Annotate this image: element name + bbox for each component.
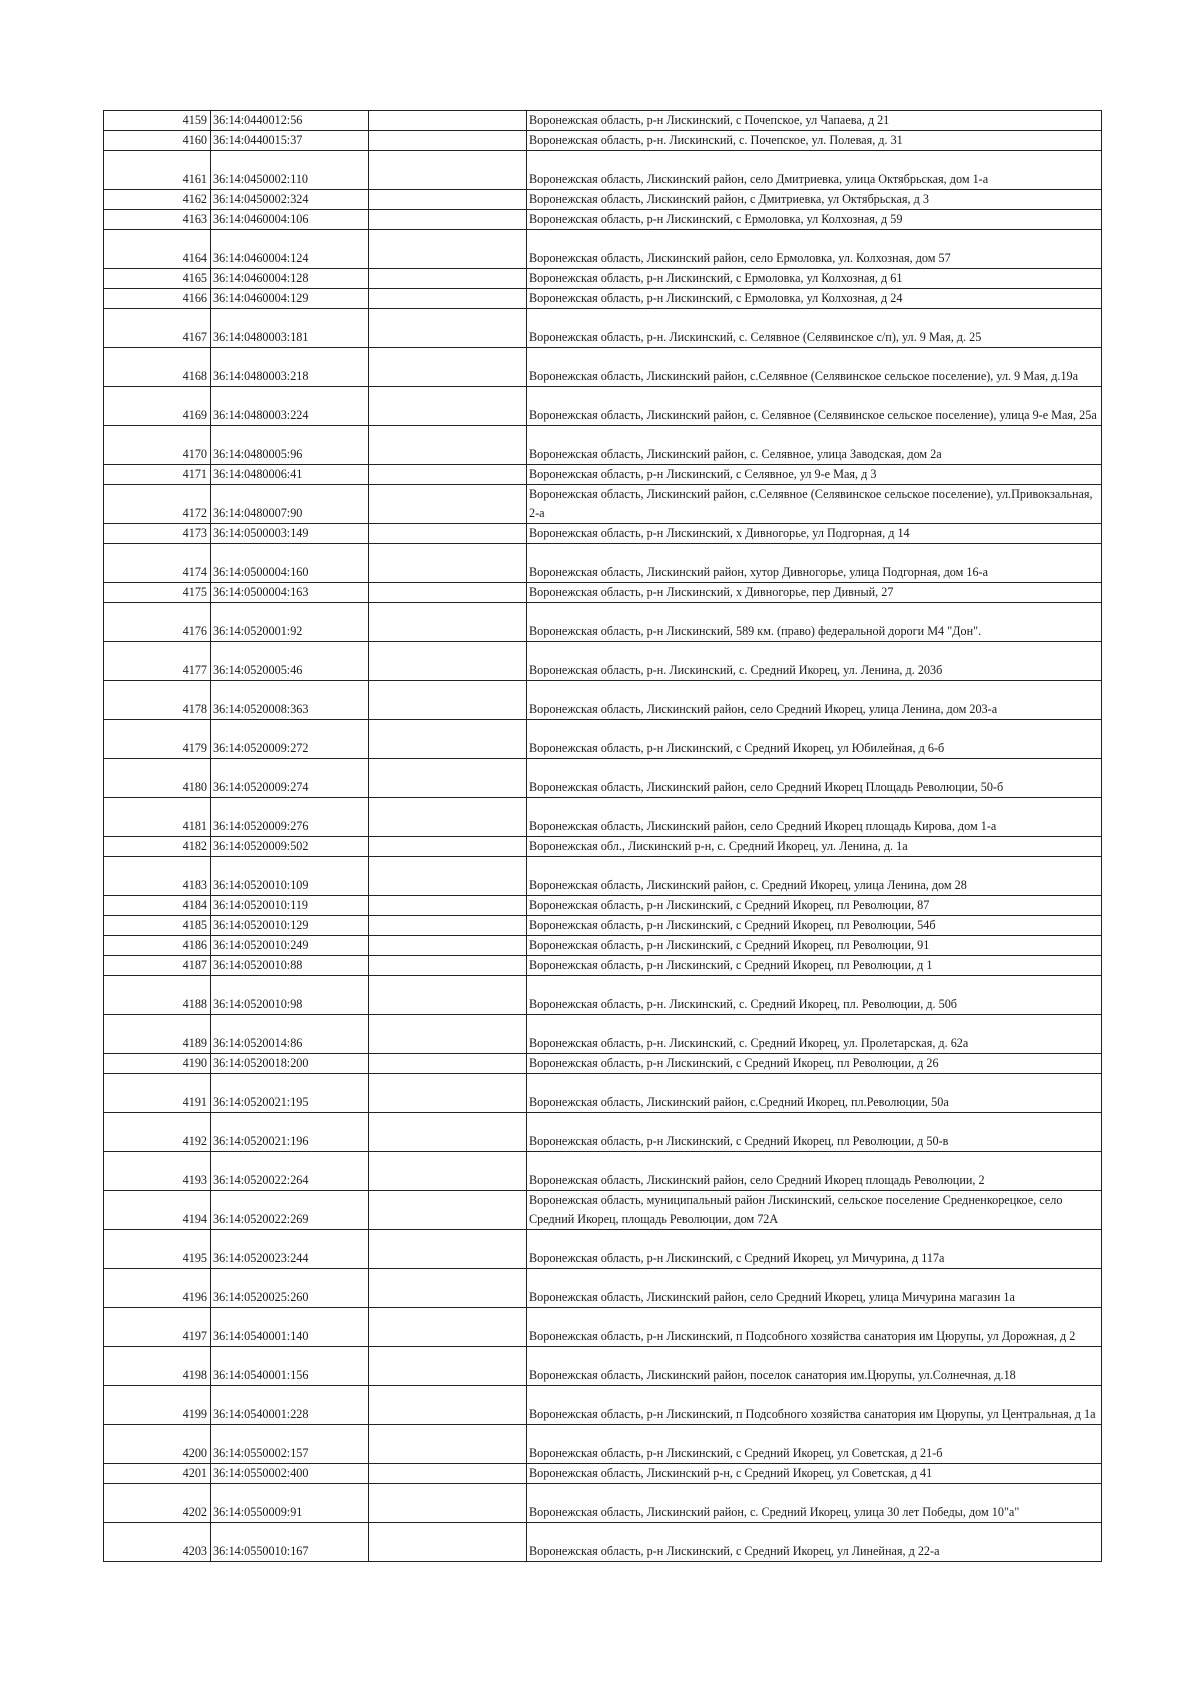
- address-cell: Воронежская область, Лискинский р-н, с Средний Икорец, ул Советская, д 41: [527, 1464, 1102, 1484]
- empty-cell: [369, 976, 527, 1015]
- address-cell: Воронежская область, р-н Лискинский, с Средний Икорец, пл Революции, д 26: [527, 1054, 1102, 1074]
- row-number: 4202: [104, 1484, 211, 1523]
- address-cell: Воронежская область, Лискинский район, село Средний Икорец площадь Кирова, дом 1-а: [527, 798, 1102, 837]
- table-row: [104, 1484, 1102, 1523]
- address-cell: Воронежская область, р-н Лискинский, с Средний Икорец, пл Революции, 54б: [527, 916, 1102, 936]
- row-number: 4188: [104, 976, 211, 1015]
- cadastral-number: 36:14:0520010:249: [211, 936, 369, 956]
- address-cell: Воронежская область, р-н Лискинский, с Селявное, ул 9-е Мая, д 3: [527, 465, 1102, 485]
- empty-cell: [369, 1464, 527, 1484]
- records-table: [103, 110, 1102, 1562]
- address-cell: Воронежская область, Лискинский район, с. Средний Икорец, улица 30 лет Победы, дом 10"а": [527, 1484, 1102, 1523]
- empty-cell: [369, 1425, 527, 1464]
- address-cell: Воронежская область, Лискинский район, с.Селявное (Селявинское сельское поселение), ул. 9 Мая, д.19а: [527, 348, 1102, 387]
- empty-cell: [369, 681, 527, 720]
- row-number: 4164: [104, 230, 211, 269]
- table-row: [104, 956, 1102, 976]
- empty-cell: [369, 642, 527, 681]
- table-row: [104, 1464, 1102, 1484]
- address-cell: Воронежская область, р-н Лискинский, с Средний Икорец, ул Мичурина, д 117а: [527, 1230, 1102, 1269]
- address-cell: Воронежская область, р-н Лискинский, х Дивногорье, пер Дивный, 27: [527, 583, 1102, 603]
- table-row: [104, 1347, 1102, 1386]
- empty-cell: [369, 720, 527, 759]
- table-row: [104, 1425, 1102, 1464]
- table-row: [104, 896, 1102, 916]
- empty-cell: [369, 1230, 527, 1269]
- table-row: [104, 720, 1102, 759]
- cadastral-number: 36:14:0540001:140: [211, 1308, 369, 1347]
- row-number: 4182: [104, 837, 211, 857]
- table-row: [104, 309, 1102, 348]
- table-row: [104, 936, 1102, 956]
- empty-cell: [369, 583, 527, 603]
- table-row: [104, 1230, 1102, 1269]
- address-cell: Воронежская область, Лискинский район, село Дмитриевка, улица Октябрьская, дом 1-а: [527, 151, 1102, 190]
- row-number: 4163: [104, 210, 211, 230]
- empty-cell: [369, 1484, 527, 1523]
- empty-cell: [369, 1015, 527, 1054]
- row-number: 4184: [104, 896, 211, 916]
- row-number: 4180: [104, 759, 211, 798]
- empty-cell: [369, 1152, 527, 1191]
- empty-cell: [369, 1054, 527, 1074]
- address-cell: Воронежская область, р-н Лискинский, п Подсобного хозяйства санатория им Цюрупы, ул Центральная, д 1а: [527, 1386, 1102, 1425]
- cadastral-number: 36:14:0550002:157: [211, 1425, 369, 1464]
- empty-cell: [369, 230, 527, 269]
- address-cell: Воронежская область, Лискинский район, село Средний Икорец, улица Ленина, дом 203-а: [527, 681, 1102, 720]
- address-cell: Воронежская область, Лискинский район, с. Средний Икорец, улица Ленина, дом 28: [527, 857, 1102, 896]
- empty-cell: [369, 309, 527, 348]
- cadastral-number: 36:14:0520018:200: [211, 1054, 369, 1074]
- cadastral-number: 36:14:0460004:106: [211, 210, 369, 230]
- empty-cell: [369, 1074, 527, 1113]
- address-cell: Воронежская область, р-н Лискинский, с Средний Икорец, пл Революции, д 50-в: [527, 1113, 1102, 1152]
- cadastral-number: 36:14:0480006:41: [211, 465, 369, 485]
- row-number: 4194: [104, 1191, 211, 1230]
- cadastral-number: 36:14:0460004:129: [211, 289, 369, 309]
- table-row: [104, 798, 1102, 837]
- address-cell: Воронежская область, р-н. Лискинский, с. Почепское, ул. Полевая, д. 31: [527, 131, 1102, 151]
- row-number: 4166: [104, 289, 211, 309]
- table-row: [104, 190, 1102, 210]
- address-cell: Воронежская область, р-н. Лискинский, с. Селявное (Селявинское с/п), ул. 9 Мая, д. 25: [527, 309, 1102, 348]
- table-row: [104, 1152, 1102, 1191]
- empty-cell: [369, 544, 527, 583]
- table-row: [104, 111, 1102, 131]
- address-cell: Воронежская область, р-н Лискинский, с Средний Икорец, ул Юбилейная, д 6-б: [527, 720, 1102, 759]
- cadastral-number: 36:14:0450002:110: [211, 151, 369, 190]
- row-number: 4159: [104, 111, 211, 131]
- empty-cell: [369, 837, 527, 857]
- table-row: [104, 485, 1102, 524]
- cadastral-number: 36:14:0460004:128: [211, 269, 369, 289]
- cadastral-number: 36:14:0460004:124: [211, 230, 369, 269]
- row-number: 4200: [104, 1425, 211, 1464]
- cadastral-number: 36:14:0520008:363: [211, 681, 369, 720]
- empty-cell: [369, 916, 527, 936]
- cadastral-number: 36:14:0550009:91: [211, 1484, 369, 1523]
- cadastral-number: 36:14:0520009:502: [211, 837, 369, 857]
- table-row: [104, 426, 1102, 465]
- row-number: 4195: [104, 1230, 211, 1269]
- row-number: 4162: [104, 190, 211, 210]
- table-row: [104, 210, 1102, 230]
- empty-cell: [369, 1191, 527, 1230]
- empty-cell: [369, 426, 527, 465]
- row-number: 4190: [104, 1054, 211, 1074]
- cadastral-number: 36:14:0540001:228: [211, 1386, 369, 1425]
- row-number: 4191: [104, 1074, 211, 1113]
- cadastral-number: 36:14:0500004:163: [211, 583, 369, 603]
- cadastral-number: 36:14:0520025:260: [211, 1269, 369, 1308]
- address-cell: Воронежская область, муниципальный район Лискинский, сельское поселение Средненкорецкое, село Средний Икорец, площадь Революции, дом 72А: [527, 1191, 1102, 1230]
- empty-cell: [369, 210, 527, 230]
- row-number: 4174: [104, 544, 211, 583]
- address-cell: Воронежская область, Лискинский район, с. Селявное, улица Заводская, дом 2а: [527, 426, 1102, 465]
- row-number: 4193: [104, 1152, 211, 1191]
- cadastral-number: 36:14:0520010:98: [211, 976, 369, 1015]
- cadastral-number: 36:14:0520021:196: [211, 1113, 369, 1152]
- cadastral-number: 36:14:0500004:160: [211, 544, 369, 583]
- address-cell: Воронежская область, р-н Лискинский, с Средний Икорец, пл Революции, д 1: [527, 956, 1102, 976]
- cadastral-number: 36:14:0520022:269: [211, 1191, 369, 1230]
- address-cell: Воронежская область, р-н Лискинский, с Ермоловка, ул Колхозная, д 59: [527, 210, 1102, 230]
- empty-cell: [369, 348, 527, 387]
- address-cell: Воронежская область, Лискинский район, село Средний Икорец, улица Мичурина магазин 1а: [527, 1269, 1102, 1308]
- address-cell: Воронежская область, Лискинский район, с Дмитриевка, ул Октябрьская, д 3: [527, 190, 1102, 210]
- row-number: 4173: [104, 524, 211, 544]
- row-number: 4169: [104, 387, 211, 426]
- row-number: 4201: [104, 1464, 211, 1484]
- cadastral-number: 36:14:0480003:218: [211, 348, 369, 387]
- table-row: [104, 837, 1102, 857]
- row-number: 4172: [104, 485, 211, 524]
- empty-cell: [369, 387, 527, 426]
- empty-cell: [369, 936, 527, 956]
- table-row: [104, 681, 1102, 720]
- address-cell: Воронежская область, р-н. Лискинский, с. Средний Икорец, ул. Пролетарская, д. 62а: [527, 1015, 1102, 1054]
- cadastral-number: 36:14:0520023:244: [211, 1230, 369, 1269]
- empty-cell: [369, 465, 527, 485]
- row-number: 4177: [104, 642, 211, 681]
- table-row: [104, 348, 1102, 387]
- row-number: 4160: [104, 131, 211, 151]
- table-row: [104, 1523, 1102, 1562]
- address-cell: Воронежская область, р-н. Лискинский, с. Средний Икорец, пл. Революции, д. 50б: [527, 976, 1102, 1015]
- row-number: 4171: [104, 465, 211, 485]
- cadastral-number: 36:14:0480003:224: [211, 387, 369, 426]
- cadastral-number: 36:14:0520022:264: [211, 1152, 369, 1191]
- empty-cell: [369, 524, 527, 544]
- empty-cell: [369, 1347, 527, 1386]
- address-cell: Воронежская область, Лискинский район, с. Селявное (Селявинское сельское поселение), улица 9-е Мая, 25а: [527, 387, 1102, 426]
- row-number: 4196: [104, 1269, 211, 1308]
- cadastral-number: 36:14:0520010:109: [211, 857, 369, 896]
- table-row: [104, 1074, 1102, 1113]
- empty-cell: [369, 485, 527, 524]
- table-row: [104, 857, 1102, 896]
- table-row: [104, 1386, 1102, 1425]
- cadastral-number: 36:14:0480003:181: [211, 309, 369, 348]
- empty-cell: [369, 603, 527, 642]
- row-number: 4198: [104, 1347, 211, 1386]
- table-row: [104, 1015, 1102, 1054]
- address-cell: Воронежская область, Лискинский район, с.Средний Икорец, пл.Революции, 50а: [527, 1074, 1102, 1113]
- table-row: [104, 1191, 1102, 1230]
- table-row: [104, 524, 1102, 544]
- row-number: 4199: [104, 1386, 211, 1425]
- table-row: [104, 230, 1102, 269]
- row-number: 4203: [104, 1523, 211, 1562]
- row-number: 4179: [104, 720, 211, 759]
- row-number: 4178: [104, 681, 211, 720]
- empty-cell: [369, 896, 527, 916]
- table-row: [104, 1054, 1102, 1074]
- row-number: 4170: [104, 426, 211, 465]
- empty-cell: [369, 151, 527, 190]
- table-row: [104, 269, 1102, 289]
- row-number: 4185: [104, 916, 211, 936]
- row-number: 4187: [104, 956, 211, 976]
- table-row: [104, 916, 1102, 936]
- table-row: [104, 131, 1102, 151]
- table-row: [104, 151, 1102, 190]
- cadastral-number: 36:14:0520005:46: [211, 642, 369, 681]
- address-cell: Воронежская область, р-н Лискинский, с Почепское, ул Чапаева, д 21: [527, 111, 1102, 131]
- empty-cell: [369, 190, 527, 210]
- address-cell: Воронежская область, р-н Лискинский, х Дивногорье, ул Подгорная, д 14: [527, 524, 1102, 544]
- cadastral-number: 36:14:0540001:156: [211, 1347, 369, 1386]
- empty-cell: [369, 111, 527, 131]
- empty-cell: [369, 269, 527, 289]
- row-number: 4181: [104, 798, 211, 837]
- row-number: 4165: [104, 269, 211, 289]
- row-number: 4175: [104, 583, 211, 603]
- address-cell: Воронежская область, р-н Лискинский, с Средний Икорец, пл Революции, 91: [527, 936, 1102, 956]
- records-table-body: [104, 111, 1102, 1562]
- row-number: 4168: [104, 348, 211, 387]
- row-number: 4192: [104, 1113, 211, 1152]
- cadastral-number: 36:14:0440012:56: [211, 111, 369, 131]
- cadastral-number: 36:14:0520009:276: [211, 798, 369, 837]
- cadastral-number: 36:14:0520009:272: [211, 720, 369, 759]
- cadastral-number: 36:14:0520010:119: [211, 896, 369, 916]
- cadastral-number: 36:14:0520010:129: [211, 916, 369, 936]
- address-cell: Воронежская область, Лискинский район, поселок санатория им.Цюрупы, ул.Солнечная, д.18: [527, 1347, 1102, 1386]
- cadastral-number: 36:14:0480007:90: [211, 485, 369, 524]
- cadastral-number: 36:14:0520001:92: [211, 603, 369, 642]
- cadastral-number: 36:14:0520010:88: [211, 956, 369, 976]
- table-row: [104, 1269, 1102, 1308]
- cadastral-number: 36:14:0520014:86: [211, 1015, 369, 1054]
- row-number: 4161: [104, 151, 211, 190]
- row-number: 4183: [104, 857, 211, 896]
- address-cell: Воронежская область, р-н. Лискинский, с. Средний Икорец, ул. Ленина, д. 203б: [527, 642, 1102, 681]
- empty-cell: [369, 1386, 527, 1425]
- cadastral-number: 36:14:0550010:167: [211, 1523, 369, 1562]
- table-row: [104, 976, 1102, 1015]
- empty-cell: [369, 857, 527, 896]
- address-cell: Воронежская область, р-н Лискинский, п Подсобного хозяйства санатория им Цюрупы, ул Дорожная, д 2: [527, 1308, 1102, 1347]
- table-row: [104, 465, 1102, 485]
- table-row: [104, 759, 1102, 798]
- empty-cell: [369, 1113, 527, 1152]
- cadastral-number: 36:14:0480005:96: [211, 426, 369, 465]
- address-cell: Воронежская область, Лискинский район, село Средний Икорец площадь Революции, 2: [527, 1152, 1102, 1191]
- address-cell: Воронежская область, р-н Лискинский, с Средний Икорец, ул Линейная, д 22-а: [527, 1523, 1102, 1562]
- table-row: [104, 1308, 1102, 1347]
- empty-cell: [369, 1523, 527, 1562]
- table-row: [104, 289, 1102, 309]
- address-cell: Воронежская область, Лискинский район, хутор Дивногорье, улица Подгорная, дом 16-а: [527, 544, 1102, 583]
- table-row: [104, 642, 1102, 681]
- empty-cell: [369, 956, 527, 976]
- address-cell: Воронежская область, Лискинский район, село Средний Икорец Площадь Революции, 50-б: [527, 759, 1102, 798]
- table-row: [104, 387, 1102, 426]
- address-cell: Воронежская область, Лискинский район, с.Селявное (Селявинское сельское поселение), ул.Привокзальная, 2-а: [527, 485, 1102, 524]
- cadastral-number: 36:14:0440015:37: [211, 131, 369, 151]
- table-row: [104, 1113, 1102, 1152]
- cadastral-number: 36:14:0550002:400: [211, 1464, 369, 1484]
- table-row: [104, 583, 1102, 603]
- empty-cell: [369, 1308, 527, 1347]
- empty-cell: [369, 798, 527, 837]
- empty-cell: [369, 759, 527, 798]
- empty-cell: [369, 131, 527, 151]
- address-cell: Воронежская область, р-н Лискинский, с Средний Икорец, пл Революции, 87: [527, 896, 1102, 916]
- table-row: [104, 544, 1102, 583]
- row-number: 4189: [104, 1015, 211, 1054]
- cadastral-number: 36:14:0520009:274: [211, 759, 369, 798]
- row-number: 4176: [104, 603, 211, 642]
- address-cell: Воронежская область, р-н Лискинский, с Ермоловка, ул Колхозная, д 24: [527, 289, 1102, 309]
- address-cell: Воронежская обл., Лискинский р-н, с. Средний Икорец, ул. Ленина, д. 1а: [527, 837, 1102, 857]
- row-number: 4197: [104, 1308, 211, 1347]
- cadastral-number: 36:14:0450002:324: [211, 190, 369, 210]
- address-cell: Воронежская область, Лискинский район, село Ермоловка, ул. Колхозная, дом 57: [527, 230, 1102, 269]
- cadastral-number: 36:14:0500003:149: [211, 524, 369, 544]
- address-cell: Воронежская область, р-н Лискинский, с Ермоловка, ул Колхозная, д 61: [527, 269, 1102, 289]
- row-number: 4167: [104, 309, 211, 348]
- address-cell: Воронежская область, р-н Лискинский, 589 км. (право) федеральной дороги М4 "Дон".: [527, 603, 1102, 642]
- empty-cell: [369, 289, 527, 309]
- row-number: 4186: [104, 936, 211, 956]
- empty-cell: [369, 1269, 527, 1308]
- cadastral-number: 36:14:0520021:195: [211, 1074, 369, 1113]
- address-cell: Воронежская область, р-н Лискинский, с Средний Икорец, ул Советская, д 21-б: [527, 1425, 1102, 1464]
- table-row: [104, 603, 1102, 642]
